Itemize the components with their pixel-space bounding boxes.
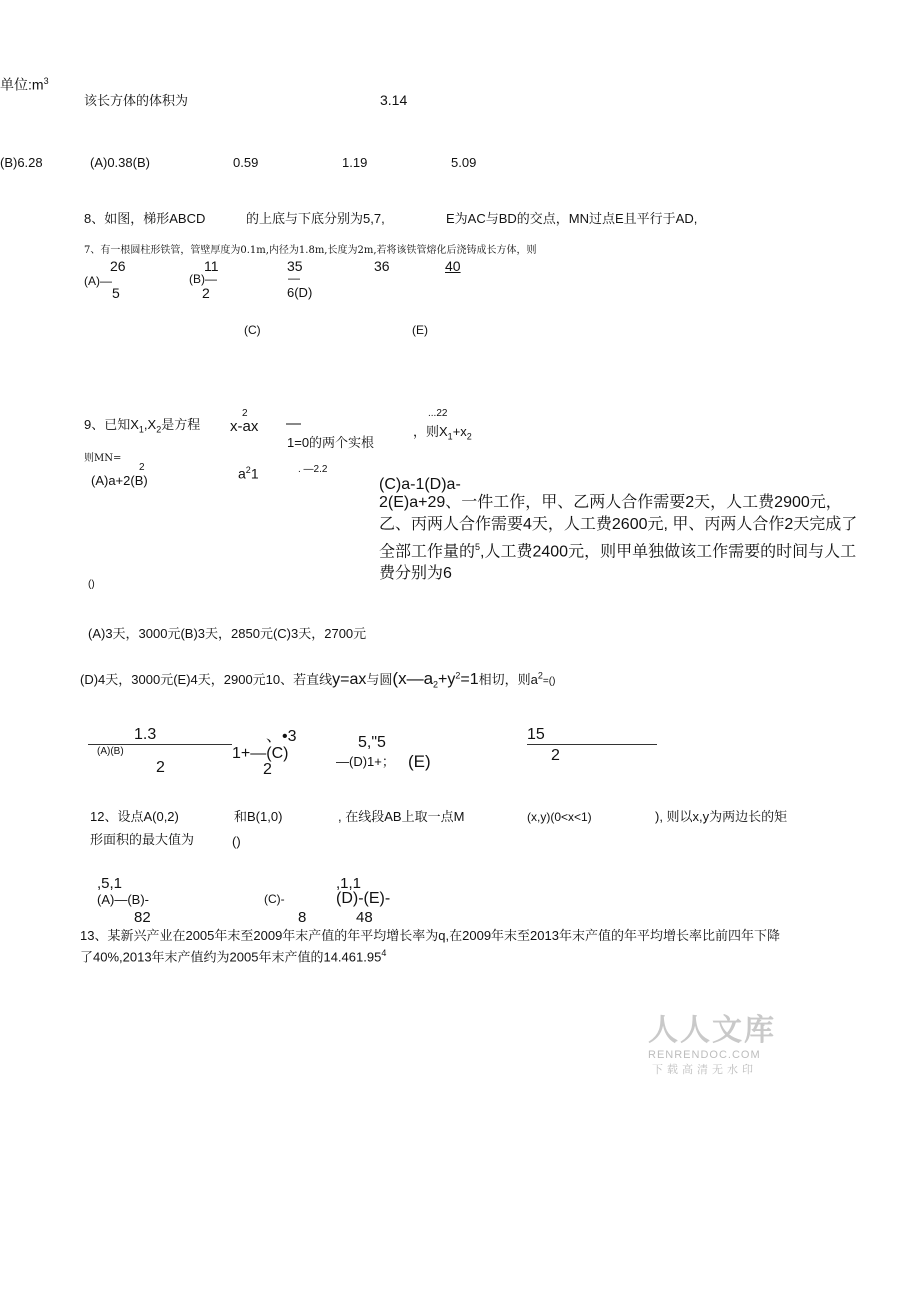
q10-opt-e: (E) xyxy=(408,752,431,771)
q9-opt-a: (A)a+2(B) xyxy=(91,473,148,488)
watermark-site: RENRENDOC.COM xyxy=(648,1049,761,1061)
q12-n51: ,5,1 xyxy=(97,875,123,892)
q10-opt-c: 1+—(C) xyxy=(232,745,289,762)
option-a-038: (A)0.38(B) xyxy=(90,155,150,170)
q10-opt-d: —(D)1+； xyxy=(336,754,395,769)
q12-opt-de: (D)-(E)- xyxy=(336,890,391,907)
q12-p3: , 在线段AB上取一点M xyxy=(338,809,465,824)
q9-answer-row1: (A)3天，3000元(B)3天，2850元(C)3天，2700元 xyxy=(88,626,367,641)
q10-den2-b: 2 xyxy=(263,761,272,778)
q12-den48: 48 xyxy=(356,909,373,926)
q9-block-paragraph: 2(E)a+29、一件工作，甲、乙两人合作需要2天，人工费2900元，乙、丙两人合作需要4天，人工费2600元, 甲、丙两人合作2天完成了全部工作量的$^5$,人工费2400元，则甲单独做该工作需要的时间与人工费分别为6 xyxy=(379,494,858,583)
q10-n13: 1.3 xyxy=(134,726,157,743)
q7-opt-a: (A)— xyxy=(84,274,112,288)
q8-part1: 8、如图，梯形ABCD xyxy=(84,211,206,226)
q10-den2-a: 2 xyxy=(156,759,165,776)
q10-opt-ab: (A)(B) xyxy=(97,746,124,757)
volume-question: 该长方体的体积为 xyxy=(84,94,189,109)
q7-n26: 26 xyxy=(110,258,126,274)
q9-block-line1: (C)a-1(D)a- xyxy=(379,476,461,493)
q12-p1: 12、设点A(0,2) xyxy=(90,809,179,824)
q7-opt-d: 6(D) xyxy=(287,285,313,300)
option-509: 5.09 xyxy=(451,155,477,170)
q9-dash: — xyxy=(286,415,301,432)
q9-equation-rhs: 1=0的两个实根 xyxy=(287,435,375,450)
q7-n35: 35 xyxy=(287,258,303,274)
watermark-slogan: 下载高清无水印 xyxy=(652,1064,757,1076)
q9-mn: 则MN= xyxy=(84,453,122,464)
q8-part3: E为AC与BD的交点，MN过点E且平行于AD, xyxy=(446,211,698,226)
q12-opt-ab: (A)—(B)- xyxy=(97,892,149,907)
q12-p6: 形面积的最大值为 xyxy=(90,832,195,847)
option-119: 1.19 xyxy=(342,155,368,170)
q9-paren: () xyxy=(88,579,95,590)
q9-prefix: 9、已知$X_1,X_2$是方程 xyxy=(84,417,201,435)
q10-row: (D)4天，3000元(E)4天，2900元10、若直线y=ax与圆($x—a_2+y^2=1$相切，则$a^2=()$ xyxy=(80,669,556,690)
q9-a21: $a^21$ xyxy=(238,465,259,482)
q7-opt-c: (C) xyxy=(244,323,261,337)
q12-n11: ,1,1 xyxy=(336,875,362,892)
q7-den2: 2 xyxy=(202,285,210,301)
q10-five5: 5,"5 xyxy=(358,734,386,751)
q10-n15: 15 xyxy=(527,726,545,743)
option-b-628: (B)6.28 xyxy=(0,155,43,170)
q10-den2-c: 2 xyxy=(551,747,560,764)
q12-p4: (x,y)(0<x<1) xyxy=(527,810,592,824)
q9-dot22: . —2.2 xyxy=(298,464,328,475)
q10-fraction-bar-a xyxy=(88,744,232,745)
q9-then: ，则$X_1+x_2$ xyxy=(413,424,472,442)
q7-n36: 36 xyxy=(374,258,390,274)
q7-n11: 11 xyxy=(204,258,219,274)
q9-opt-a-sup: 2 xyxy=(139,462,145,473)
q12-den8: 8 xyxy=(298,909,307,926)
pi-value: 3.14 xyxy=(380,92,408,108)
q12-den82: 82 xyxy=(134,909,151,926)
q13-line1: 13、某新兴产业在2005年末至2009年末产值的年平均增长率为q,在2009年末至2013年末产值的年平均增长率比前四年下降 xyxy=(80,928,780,943)
q10-dot3: 、•3 xyxy=(266,728,297,745)
q7-text: 7、有一根圆柱形铁管，管壁厚度为0.1m,内径为1.8m,长度为2m,若将该铁管熔化后浇铸成长方体，则 xyxy=(84,245,537,256)
q12-p2: 和B(1,0) xyxy=(234,809,283,824)
q7-n40: 40 xyxy=(445,258,461,274)
q13-line2: 了40%,2013年末产值约为2005年末产值的14.461.95$^4$ xyxy=(80,948,387,965)
q7-opt-b: (B)— xyxy=(189,272,217,286)
q7-dash: — xyxy=(288,271,300,285)
q8-part2: 的上底与下底分别为5,7, xyxy=(246,211,385,226)
q9-equation: x-ax xyxy=(230,418,259,435)
unit-label: 单位$:m^3$ xyxy=(0,76,49,93)
watermark-title: 人人文库 xyxy=(648,1013,776,1048)
q12-paren: () xyxy=(232,834,241,849)
q9-eq-sup: 2 xyxy=(242,408,248,419)
q9-small22: ...22 xyxy=(428,408,448,419)
q12-p5: ), 则以x,y为两边长的矩 xyxy=(655,809,788,824)
option-059: 0.59 xyxy=(233,155,259,170)
q7-opt-e: (E) xyxy=(412,323,428,337)
q7-den5: 5 xyxy=(112,285,120,301)
q12-opt-c: (C)- xyxy=(264,892,285,906)
q10-fraction-bar-e xyxy=(527,744,657,745)
